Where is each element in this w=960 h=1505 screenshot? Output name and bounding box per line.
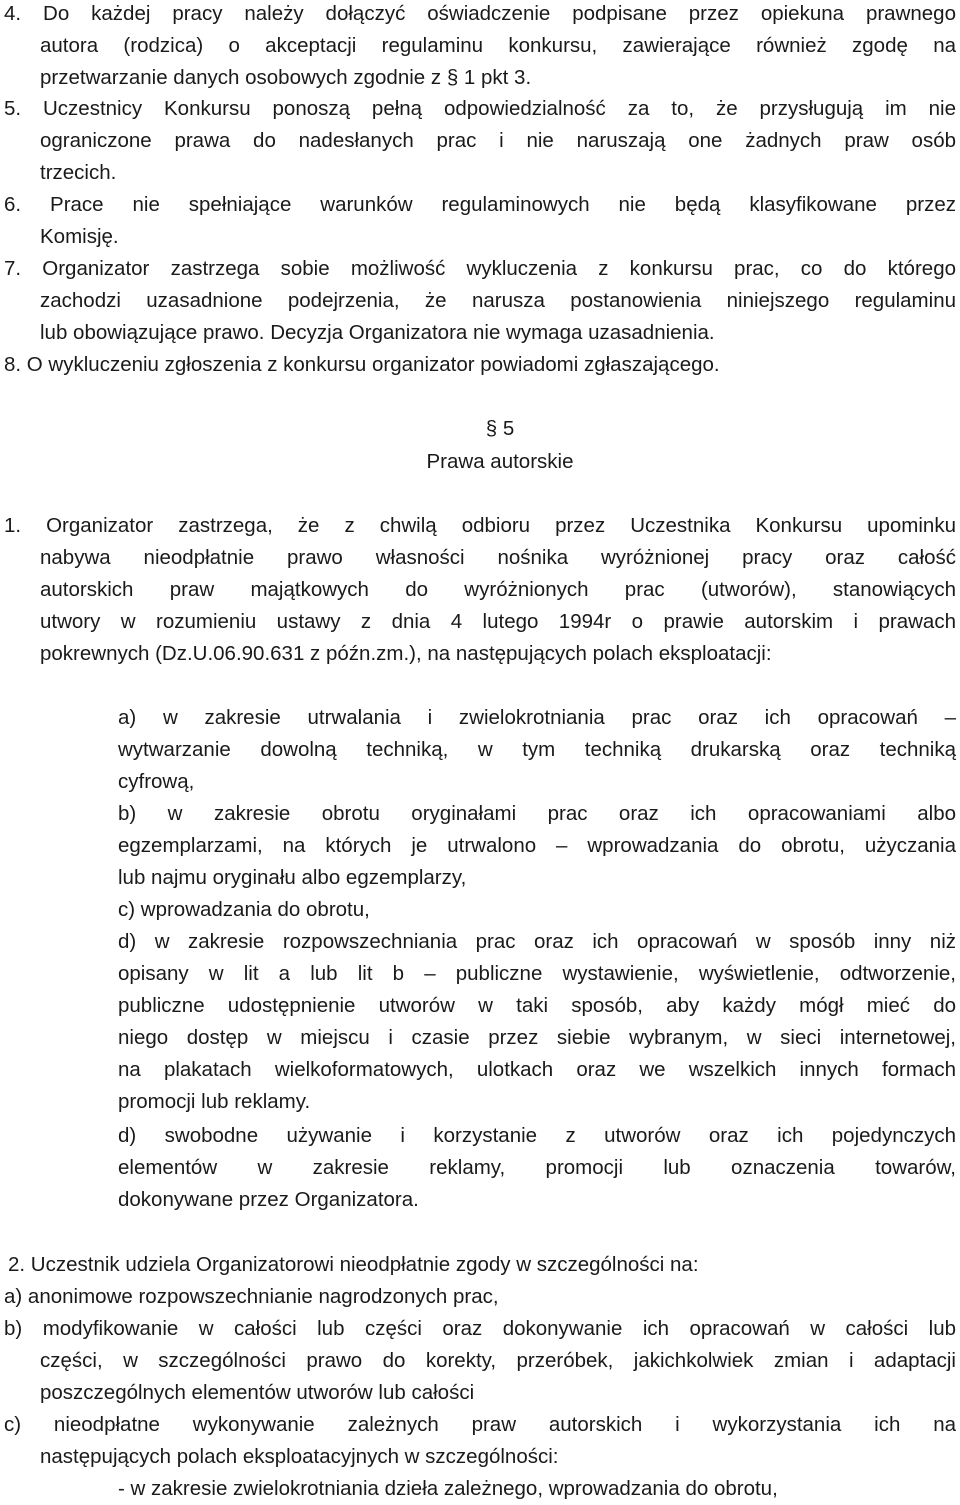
paragraph-7-line-3: lub obowiązujące prawo. Decyzja Organizatora nie wymaga uzasadnienia. [40,321,715,344]
rights-1-line-5: pokrewnych (Dz.U.06.90.631 z późn.zm.), na następujących polach eksploatacji: [40,642,772,665]
field-d-line-6: promocji lub reklamy. [118,1090,311,1113]
rights-2-item-b-line-3: poszczególnych elementów utworów lub całości [40,1381,475,1404]
rights-1-line-4: utwory w rozumieniu ustawy z dnia 4 lutego 1994r o prawie autorskim i prawach [40,610,956,633]
field-d-line-5: na plakatach wielkoformatowych, ulotkach oraz we wszelkich innych formach [118,1058,956,1081]
rights-1-line-1: 1. Organizator zastrzega, że z chwilą odbioru przez Uczestnika Konkursu upominku [4,514,956,537]
field-a-line-1: a) w zakresie utrwalania i zwielokrotniania prac oraz ich opracowań – [118,706,956,729]
rights-2-item-c-subitem: - w zakresie zwielokrotniania dzieła zależnego, wprowadzania do obrotu, [118,1477,778,1500]
paragraph-4-line-3: przetwarzanie danych osobowych zgodnie z § 1 pkt 3. [40,66,532,89]
field-c: c) wprowadzania do obrotu, [118,898,370,921]
paragraph-5-line-2: ograniczone prawa do nadesłanych prac i nie naruszają one żadnych praw osób [40,129,956,152]
section-title: Prawa autorskie [426,450,574,473]
rights-2-item-b-line-2: części, w szczególności prawo do korekty, przeróbek, jakichkolwiek zmian i adaptacji [40,1349,956,1372]
paragraph-6-line-2: Komisję. [40,225,119,248]
field-a-line-3: cyfrową, [118,770,195,793]
field-d2-line-2: elementów w zakresie reklamy, promocji lub oznaczenia towarów, [118,1156,956,1179]
field-b-line-2: egzemplarzami, na których je utrwalono – wprowadzania do obrotu, użyczania [118,834,956,857]
field-d-line-4: niego dostęp w miejscu i czasie przez siebie wybranym, w sieci internetowej, [118,1026,956,1049]
section-number: § 5 [485,417,515,440]
field-d2-line-1: d) swobodne używanie i korzystanie z utworów oraz ich pojedynczych [118,1124,956,1147]
field-a-line-2: wytwarzanie dowolną techniką, w tym techniką drukarską oraz techniką [118,738,956,761]
rights-2-item-b-line-1: b) modyfikowanie w całości lub części oraz dokonywanie ich opracowań w całości lub [4,1317,956,1340]
rights-2-intro: 2. Uczestnik udziela Organizatorowi nieodpłatnie zgody w szczególności na: [8,1253,699,1276]
field-d-line-1: d) w zakresie rozpowszechniania prac oraz ich opracowań w sposób inny niż [118,930,956,953]
field-b-line-3: lub najmu oryginału albo egzemplarzy, [118,866,467,889]
field-d2-line-3: dokonywane przez Organizatora. [118,1188,419,1211]
field-d-line-2: opisany w lit a lub lit b – publiczne wystawienie, wyświetlenie, odtworzenie, [118,962,956,985]
paragraph-7-line-2: zachodzi uzasadnione podejrzenia, że narusza postanowienia niniejszego regulaminu [40,289,956,312]
paragraph-4-line-2: autora (rodzica) o akceptacji regulaminu konkursu, zawierające również zgodę na [40,34,956,57]
rights-1-line-2: nabywa nieodpłatnie prawo własności nośnika wyróżnionej pracy oraz całość [40,546,956,569]
field-d-line-3: publiczne udostępnienie utworów w taki sposób, aby każdy mógł mieć do [118,994,956,1017]
paragraph-5-line-1: 5. Uczestnicy Konkursu ponoszą pełną odpowiedzialność za to, że przysługują im nie [4,97,956,120]
paragraph-8: 8. O wykluczeniu zgłoszenia z konkursu organizator powiadomi zgłaszającego. [4,353,720,376]
rights-2-item-a: a) anonimowe rozpowszechnianie nagrodzonych prac, [4,1285,499,1308]
field-b-line-1: b) w zakresie obrotu oryginałami prac oraz ich opracowaniami albo [118,802,956,825]
paragraph-6-line-1: 6. Prace nie spełniające warunków regulaminowych nie będą klasyfikowane przez [4,193,956,216]
rights-1-line-3: autorskich praw majątkowych do wyróżnionych prac (utworów), stanowiących [40,578,956,601]
paragraph-4-line-1: 4. Do każdej pracy należy dołączyć oświadczenie podpisane przez opiekuna prawnego [4,2,956,25]
rights-2-item-c-line-1: c) nieodpłatne wykonywanie zależnych praw autorskich i wykorzystania ich na [4,1413,956,1436]
paragraph-7-line-1: 7. Organizator zastrzega sobie możliwość wykluczenia z konkursu prac, co do którego [4,257,956,280]
paragraph-5-line-3: trzecich. [40,161,117,184]
rights-2-item-c-line-2: następujących polach eksploatacyjnych w szczególności: [40,1445,559,1468]
